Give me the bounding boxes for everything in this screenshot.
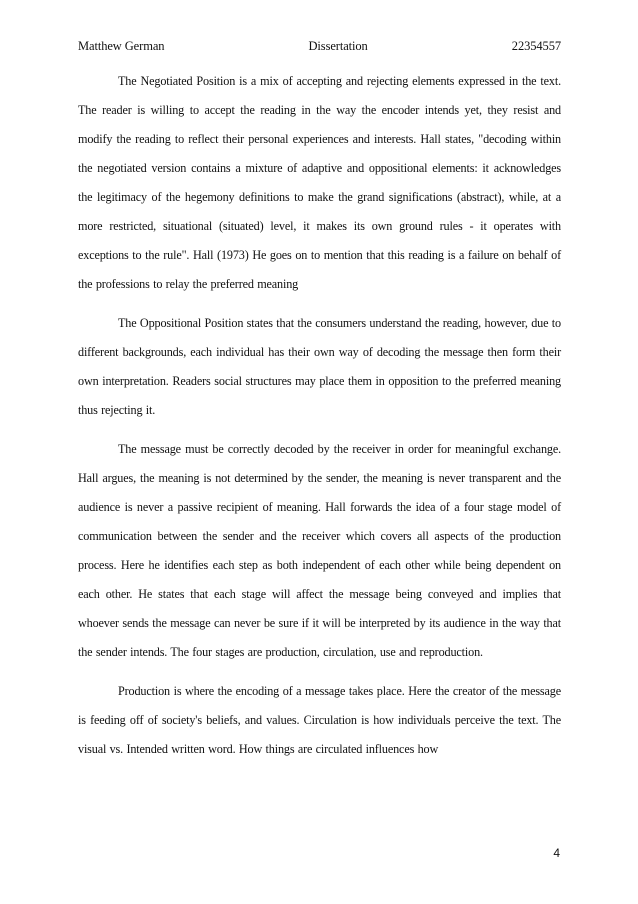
document-body (78, 67, 561, 774)
paragraph-oppositional-position: The Oppositional Position states that the consumers understand the reading, however, due to different backgrounds, each individual has their own way of decoding the message then form their own interpretation. Readers social structures may place them in opposition to the preferred meaning thus rejecting it. (78, 316, 561, 417)
page-header (78, 38, 561, 54)
paragraph-production-circulation: Production is where the encoding of a message takes place. Here the creator of the message is feeding off of society's beliefs, and values. Circulation is how individuals perceive the text. The visual vs. Intended written word. How things are circulated influences how (78, 684, 561, 756)
page-number: 4 (553, 846, 560, 860)
header-author: Matthew German (78, 38, 165, 53)
paragraph-decoding-stages: The message must be correctly decoded by the receiver in order for meaningful exchange. Hall argues, the meaning is not determined by the sender, the meaning is never transparent and the audience is never a passive recipient of meaning. Hall forwards the idea of a four stage model of communication between the sender and the receiver which covers all aspects of the production process. Here he identifies each step as both independent of each other while being dependent on each other. He states that each stage will affect the message being conveyed and implies that whoever sends the message can never be sure if it will be interpreted by its audience in the way that the sender intends. The four stages are production, circulation, use and reproduction. (78, 442, 561, 659)
paragraph-negotiated-position: The Negotiated Position is a mix of accepting and rejecting elements expressed in the text. The reader is willing to accept the reading in the way the encoder intends yet, they resist and modify the reading to reflect their personal experiences and interests. Hall states, "decoding within the negotiated version contains a mixture of adaptive and oppositional elements: it acknowledges the legitimacy of the hegemony definitions to make the grand significations (abstract), while, at a more restricted, situational (situated) level, it makes its own ground rules - it operates with exceptions to the rule". Hall (1973) He goes on to mention that this reading is a failure on behalf of the professions to relay the preferred meaning (78, 74, 561, 291)
header-title: Dissertation (308, 38, 368, 53)
header-student-id: 22354557 (511, 38, 561, 53)
